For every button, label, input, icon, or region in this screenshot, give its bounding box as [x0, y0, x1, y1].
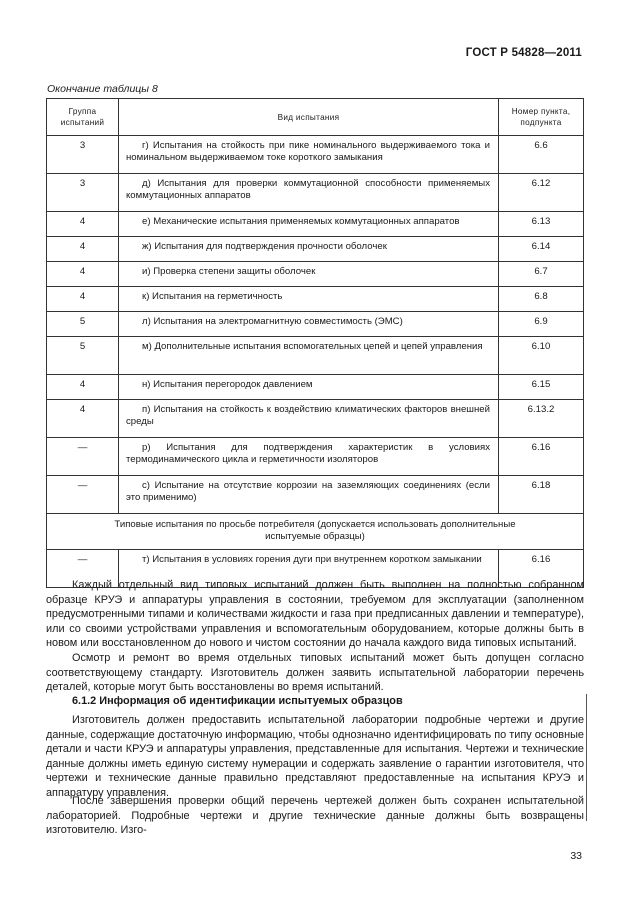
cell-clause: 6.10: [499, 337, 584, 375]
table-row: [47, 287, 584, 312]
table-row: [47, 174, 584, 212]
header-clause-line1: Номер пункта,: [511, 107, 571, 116]
table-row: [47, 136, 584, 174]
paragraph: Осмотр и ремонт во время отдельных типовых испытаний может быть допущен согласно соответствующему стандарту. Изготовитель должен заявить испытательной лаборатории перечень деталей, которые могут быть восстановлены во время испытаний.: [46, 652, 584, 694]
table-row: [47, 400, 584, 438]
tests-table: [46, 98, 584, 588]
cell-test: п) Испытания на стойкость к воздействию климатических факторов внешней среды: [119, 400, 499, 438]
table-row: [47, 476, 584, 514]
cell-group: 4: [47, 237, 119, 262]
header-test-type: Вид испытания: [119, 99, 499, 136]
cell-clause: 6.7: [499, 262, 584, 287]
table-row: [47, 262, 584, 287]
cell-clause: 6.16: [499, 438, 584, 476]
table-row: [47, 438, 584, 476]
cell-clause: 6.18: [499, 476, 584, 514]
cell-clause: 6.8: [499, 287, 584, 312]
cell-group: 3: [47, 174, 119, 212]
cell-clause: 6.15: [499, 375, 584, 400]
cell-group: 4: [47, 375, 119, 400]
cell-clause: 6.14: [499, 237, 584, 262]
cell-clause: 6.12: [499, 174, 584, 212]
cell-test: с) Испытание на отсутствие коррозии на заземляющих соединениях (если это применимо): [119, 476, 499, 514]
cell-test: и) Проверка степени защиты оболочек: [119, 262, 499, 287]
cell-group: 4: [47, 400, 119, 438]
cell-test: т) Испытания в условиях горения дуги при внутреннем коротком замыкании: [119, 550, 499, 588]
table-row: [47, 312, 584, 337]
cell-clause: 6.13: [499, 212, 584, 237]
section-heading: 6.1.2 Информация об идентификации испытуемых образцов: [72, 695, 403, 707]
table-header-row: [47, 99, 584, 136]
cell-test: г) Испытания на стойкость при пике номинального выдерживаемого тока и номинальном выдерживаемом токе короткого замыкания: [119, 136, 499, 174]
cell-group: —: [47, 550, 119, 588]
table-caption: Окончание таблицы 8: [47, 83, 158, 95]
table-row: [47, 375, 584, 400]
table-row: [47, 337, 584, 375]
cell-test: н) Испытания перегородок давлением: [119, 375, 499, 400]
paragraph: Каждый отдельный вид типовых испытаний должен быть выполнен на полностью собранном образце КРУЭ и аппаратуры управления в состоянии, требуемом для эксплуатации (заполненном предусмотренными типами и количествами жидкости и газа при предписанных давлении и температуре), или со своими устройствами управления и вспомогательным оборудованием, которые должны быть в новом или восстановленном до нового и чистом состоянии до начала каждого вида типовых испытаний.: [46, 579, 584, 650]
header-group-line1: Группа: [68, 107, 97, 116]
cell-group: 5: [47, 312, 119, 337]
cell-clause: 6.16: [499, 550, 584, 588]
cell-group: 4: [47, 212, 119, 237]
cell-clause: 6.6: [499, 136, 584, 174]
cell-clause: 6.13.2: [499, 400, 584, 438]
paragraph: Изготовитель должен предоставить испытательной лаборатории подробные чертежи и другие данные, содержащие достаточную информацию, чтобы однозначно идентифицировать по типу основные детали и части КРУЭ и аппаратуры управления, представленные для испытания. Чертежи и технические данные должны иметь единую систему нумерации и содержать заявление о гарантии изготовителя, что чертежи и технические данные правильно представляют предоставленные на испытания КРУЭ и аппаратуру управления.: [46, 714, 584, 799]
cell-group: 5: [47, 337, 119, 375]
header-clause-line2: подпункта: [520, 118, 562, 127]
cell-test: м) Дополнительные испытания вспомогательных цепей и цепей управления: [119, 337, 499, 375]
cell-test: л) Испытания на электромагнитную совместимость (ЭМС): [119, 312, 499, 337]
table-row: [47, 237, 584, 262]
margin-change-bar: [586, 694, 587, 821]
cell-clause: 6.9: [499, 312, 584, 337]
cell-span-note: Типовые испытания по просьбе потребителя (допускается использовать дополнительные испытуемые образцы): [47, 514, 584, 550]
cell-test: е) Механические испытания применяемых коммутационных аппаратов: [119, 212, 499, 237]
cell-test: ж) Испытания для подтверждения прочности оболочек: [119, 237, 499, 262]
header-group: [47, 99, 119, 136]
cell-test: д) Испытания для проверки коммутационной способности применяемых коммутационных аппаратов: [119, 174, 499, 212]
page-number: 33: [570, 850, 582, 862]
header-group-line2: испытаний: [60, 118, 105, 127]
table-span-row: [47, 514, 584, 550]
cell-test: к) Испытания на герметичность: [119, 287, 499, 312]
cell-group: 4: [47, 262, 119, 287]
header-clause: [499, 99, 584, 136]
table-row: [47, 212, 584, 237]
paragraph: После завершения проверки общий перечень чертежей должен быть сохранен испытательной лабораторией. Подробные чертежи и другие технические данные должны быть возвращены изготовителю. Изго-: [46, 795, 584, 837]
cell-group: —: [47, 476, 119, 514]
cell-group: 3: [47, 136, 119, 174]
cell-group: 4: [47, 287, 119, 312]
cell-test: р) Испытания для подтверждения характеристик в условиях термодинамического цикла и герметичности изоляторов: [119, 438, 499, 476]
cell-group: —: [47, 438, 119, 476]
standard-number: ГОСТ Р 54828—2011: [465, 47, 582, 59]
